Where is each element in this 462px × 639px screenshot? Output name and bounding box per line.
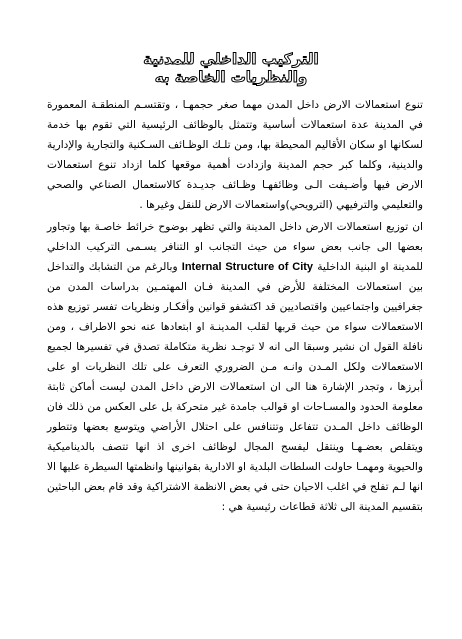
paragraph-2-text-after: وبالرغم من التشابك والتداخل بين استعمالات المختلفة للأرض في المدينة فـان المهتمـين بدراسات المدن من جغرافيين واجتماعيين واقتصاديين قد اكتشفو قوانين وأفكـار ونظريات تفسر توزيع هذه الاستعمالات سواء من حيث قربها لقلب المدينـة او ابتعادها عنه نحو الاطراف ، ومن نافلة القول ان نشير وسبقا الى انه لا توجـد نظرية متكاملة تصدق في تفسيرها لجميع الاستعمالات ولكل المـدن وانـه مـن الضروري التعرف على تلك النظريات او على أبرزها ، وتجدر الإشارة هنا الى ان استعمالات الارض داخل المدن ليست أماكن ثابتة معلومة الحدود والمسـاحات او قوالب جامدة غير متحركة بل على العكس من ذلك فان الوظائف داخل المـدن تتفاعل وتتنافس على احتلال الأراضي ويتوسع بعضها وتتطور ويتقلص بعضـهـا وينتقل ليفسح المجال لوظائف اخرى اذ انها تتصف بالديناميكية والحيوية ومهمـا حاولت السلطات البلدية او الادارية بقوانينها وانظمتها السيطرة عليها الا انها لـم تفلح في اغلب الاحيان حتى في بعض الانظمة الاشتراكية وقد قام بعض الباحثين بتقسيم المدينة الى ثلاثة قطاعات رئيسية هي : (47, 261, 423, 513)
title-line-2: والنظريات الخاصة به (154, 68, 308, 86)
document-body (47, 95, 423, 523)
paragraph-1: تنوع استعمالات الارض داخل المدن مهما صغر حجمهـا ، وتقتسـم المنطقـة المعمورة في المدينة عدة استعمالات أساسية وتتمثل بالوظائف الرئيسية التي تقوم بها خدمة لسكانها او سكان الأقاليم المحيطة بها، ومن تلـك الوظـائف السـكنية والتجارية والإدارية والدينية، وكلما كبر حجم المدينة وازدادت أهمية موقعها كلما ازداد تنوع استعمالات الارض فيها وأضـيفت الـى وظائفهـا وظـائف جديـدة كالاستعمال الصناعي والصحي والتعليمي والترفيهي (الترويحي)واستعمالات الارض للنقل وغيرها . (47, 99, 423, 211)
paragraph-2 (47, 217, 423, 517)
page-title (0, 50, 462, 86)
paragraph-2-latin-term: Internal Structure of City (181, 261, 314, 273)
title-line-1: التركيب الداخلي للمدنية (143, 50, 319, 68)
paragraph-2-text-before: ان توزيع استعمالات الارض داخل المدينة والتي تظهر بوضوح خرائط خاصـة بها وتجاور بعضها الى جانب بعض سواء من حيث التجانب او التنافر يسـمى التركيب الداخلي للمدينة او البنية الداخلية (47, 221, 424, 273)
